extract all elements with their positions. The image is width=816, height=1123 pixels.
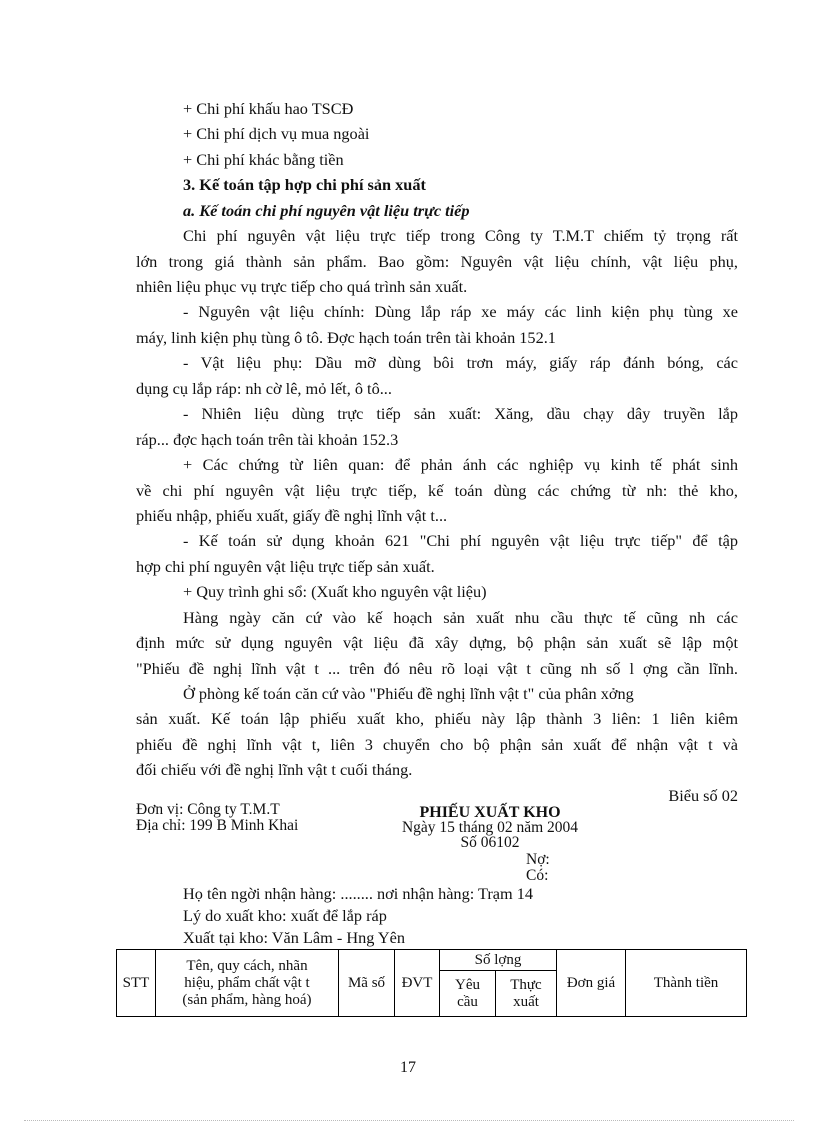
slip-date: Ngày 15 tháng 02 năm 2004 [401,819,579,836]
body-line: sản xuất. Kế toán lập phiếu xuất kho, phiếu này lập thành 3 liên: 1 liên kiêm [136,709,738,728]
body-line: + Quy trình ghi sổ: (Xuất kho nguyên vật liệu) [183,582,487,601]
slip-warehouse: Xuất tại kho: Văn Lâm - Hng Yên [183,928,406,947]
body-line: hợp chi phí nguyên vật liệu trực tiếp sản xuất. [136,557,435,576]
header-name-line: (sản phẩm, hàng hoá) [182,991,312,1008]
body-line: + Chi phí khấu hao TSCĐ [183,99,354,118]
page-number: 17 [400,1059,416,1076]
body-line: lớn trong giá thành sản phẩm. Bao gồm: Nguyên vật liệu chính, vật liệu phụ, [136,252,738,271]
header-yeu-cau-line: cầu [457,993,478,1010]
body-line: ráp... đợc hạch toán trên tài khoản 152.3 [136,430,399,449]
body-line: về chi phí nguyên vật liệu trực tiếp, kế toán dùng các chứng từ nh: thẻ kho, [136,481,738,500]
body-line: - Vật liệu phụ: Dầu mỡ dùng bôi trơn máy, giấy ráp đánh bóng, các [183,353,738,372]
body-line: máy, linh kiện phụ tùng ô tô. Đợc hạch toán trên tài khoản 152.1 [136,328,556,347]
body-line: dụng cụ lắp ráp: nh cờ lê, mỏ lết, ô tô... [136,379,392,398]
header-so-luong: Số lợng [440,950,557,971]
header-name [156,950,339,1017]
body-line: - Nguyên vật liệu chính: Dùng lắp ráp xe máy các linh kiện phụ tùng xe [183,302,738,321]
body-line: - Nhiên liệu dùng trực tiếp sản xuất: Xăng, dầu chạy dây truyền lắp [183,404,738,423]
header-name-line: hiệu, phẩm chất vật t [184,974,310,991]
header-name-line: Tên, quy cách, nhãn [186,957,308,974]
subsection-heading: a. Kế toán chi phí nguyên vật liệu trực tiếp [183,201,470,220]
slip-reason: Lý do xuất kho: xuất để lắp ráp [183,906,387,925]
slip-table [116,949,747,1017]
slip-co: Có: [526,867,549,884]
header-stt: STT [117,950,156,1017]
bieu-so-label: Biểu số 02 [668,786,738,805]
body-line: Ở phòng kế toán căn cứ vào "Phiếu đề nghị lĩnh vật t" của phân xởng [183,684,634,703]
body-line: + Chi phí khác bằng tiền [183,150,344,169]
slip-address: Địa chỉ: 199 B Minh Khai [136,817,299,834]
body-line: "Phiếu đề nghị lĩnh vật t ... trên đó nêu rõ loại vật t cũng nh số l ợng cần lĩnh. [136,659,738,678]
body-line: phiếu đề nghị lĩnh vật t, liên 3 chuyển cho bộ phận sản xuất để nhận vật t và [136,735,738,754]
body-line: nhiên liệu phục vụ trực tiếp cho quá trình sản xuất. [136,277,468,296]
body-line: Hàng ngày căn cứ vào kế hoạch sản xuất nhu cầu thực tế cũng nh các [183,608,738,627]
body-line: + Các chứng từ liên quan: để phản ánh các nghiệp vụ kinh tế phát sinh [183,455,738,474]
body-line: phiếu nhập, phiếu xuất, giấy đề nghị lĩnh vật t... [136,506,448,525]
header-ma-so: Mã số [339,950,395,1017]
body-line: - Kế toán sử dụng khoản 621 "Chi phí nguyên vật liệu trực tiếp" để tập [183,531,738,550]
slip-number: Số 06102 [460,834,520,851]
header-thuc-xuat-line: Thực [510,976,542,993]
body-line: đối chiếu với đề nghị lĩnh vật t cuối tháng. [136,760,413,779]
section-heading: 3. Kế toán tập hợp chi phí sản xuất [183,175,426,194]
header-thanh-tien: Thành tiền [626,950,747,1017]
header-thuc-xuat [496,971,557,1017]
slip-title: PHIẾU XUẤT KHO [419,804,561,821]
page-bottom-rule [24,1120,794,1121]
header-thuc-xuat-line: xuất [513,993,539,1010]
body-line: định mức sử dụng nguyên vật liệu đã xây dựng, bộ phận sản xuất sẽ lập một [136,633,738,652]
slip-unit: Đơn vị: Công ty T.M.T [136,801,280,818]
header-don-gia: Đơn giá [557,950,626,1017]
body-line: Chi phí nguyên vật liệu trực tiếp trong Công ty T.M.T chiếm tỷ trọng rất [183,226,738,245]
body-line: + Chi phí dịch vụ mua ngoài [183,124,370,143]
header-yeu-cau-line: Yêu [455,976,480,993]
header-yeu-cau [440,971,496,1017]
slip-receiver: Họ tên ngời nhận hàng: ........ nơi nhận hàng: Trạm 14 [183,884,534,903]
slip-no: Nợ: [526,851,550,868]
header-dvt: ĐVT [395,950,440,1017]
